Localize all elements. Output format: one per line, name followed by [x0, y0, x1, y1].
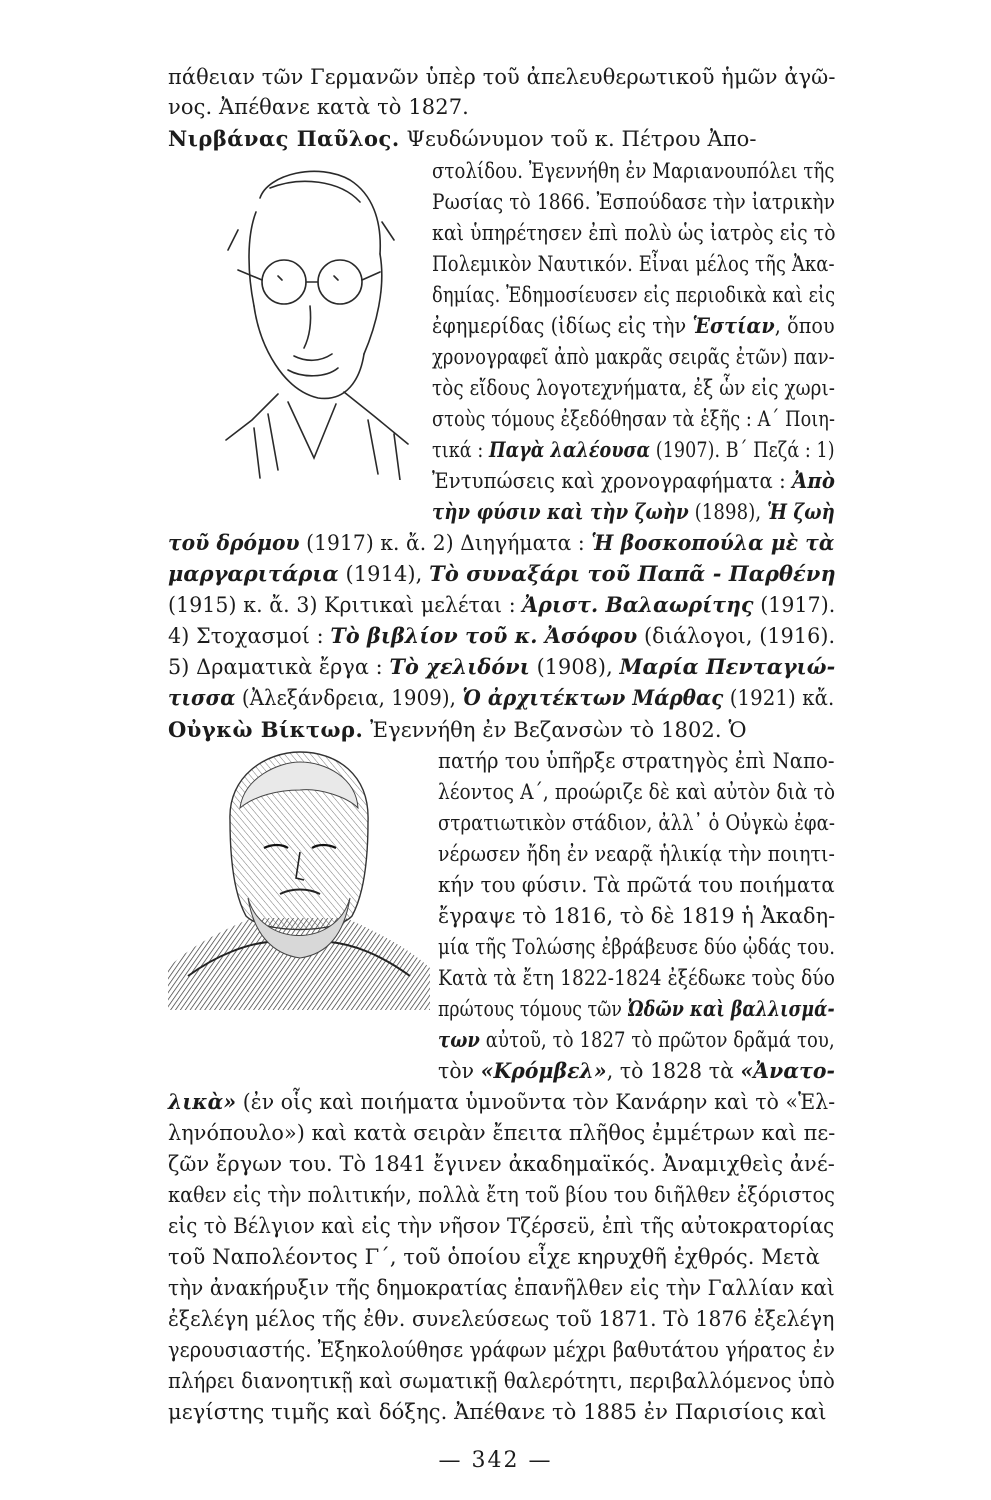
text-line: στρατιωτικὸν στάδιον, ἀλλ᾽ ὁ Οὐγκὼ ἐφα-	[438, 811, 836, 835]
text-line: εἰς τὸ Βέλγιον καὶ εἰς τὴν νῆσον Τζέρσεϋ, ἐπὶ τῆς αὐτοκρατορίας	[168, 1214, 835, 1238]
entry-text: (1914),	[345, 562, 423, 586]
entry-text: (ἐν οἷς καὶ ποιήματα ὑμνοῦντα τὸν Κανάρην καὶ τὸ «Ἑλ-	[242, 1090, 836, 1114]
entry-text: 4) Στοχασμοί :	[168, 624, 324, 648]
work-title: Ἑστίαν	[692, 313, 775, 338]
work-title: Ὠδῶν καὶ βαλλισμά-	[627, 996, 835, 1021]
entry-text: πρώτους τόμους τῶν	[438, 997, 622, 1021]
entry-text: (1908),	[536, 655, 613, 679]
entry-text: (1921) κἄ.	[729, 686, 835, 710]
text-line: τὴν ἀνακήρυξιν τῆς δημοκρατίας ἐπανῆλθεν εἰς τὴν Γαλλίαν καὶ	[168, 1276, 835, 1300]
text-line	[432, 497, 835, 528]
text-line: καθεν εἰς τὴν πολιτικήν, πολλὰ ἔτη τοῦ βίου του διῆλθεν ἐξόριστος	[168, 1183, 835, 1207]
text-line: στολίδου. Ἐγεννήθη ἐν Μαριανουπόλει τῆς	[432, 159, 835, 183]
text-line: Ρωσίας τὸ 1866. Ἐσπούδασε τὴν ἰατρικὴν	[432, 190, 836, 214]
text-line: λέοντος Α΄, προώριζε δὲ καὶ αὐτὸν διὰ τὸ	[438, 780, 836, 804]
portrait-engraving-hugo	[168, 748, 430, 1010]
text-line: χρονογραφεῖ ἀπὸ μακρᾶς σειρᾶς ἐτῶν) παν-	[432, 345, 835, 369]
work-title: Ἀριστ. Βαλαωρίτης	[522, 592, 754, 617]
entry-text: (1898),	[694, 500, 762, 524]
text-line	[168, 590, 835, 621]
text-line: νος. Ἀπέθανε κατὰ τὸ 1827.	[168, 95, 469, 119]
entry-text: Ψευδώνυμον τοῦ κ. Πέτρου Ἀπο-	[406, 127, 757, 151]
text-line: Πολεμικὸν Ναυτικόν. Εἶναι μέλος τῆς Ἀκα-	[432, 252, 835, 276]
entry-text: Ἐντυπώσεις καὶ χρονογραφήματα :	[432, 469, 786, 493]
entry-text: (διάλογοι, (1916).	[644, 624, 836, 648]
work-title: Ὁ ἀρχιτέκτων Μάρθας	[462, 685, 724, 710]
work-title: Τὸ συναξάρι τοῦ Παπᾶ - Παρθένη	[429, 561, 836, 586]
text-line	[438, 1056, 835, 1087]
entry-text: (1907). Β΄ Πεζά : 1)	[655, 438, 835, 462]
entry-text: , τὸ 1828 τὰ	[606, 1059, 734, 1083]
text-line: Κατὰ τὰ ἔτη 1822-1824 ἐξέδωκε τοὺς δύο	[438, 966, 836, 990]
portrait-sketch-nirvanas	[168, 158, 430, 480]
entry-text: (Ἀλεξάνδρεια, 1909),	[241, 686, 457, 710]
text-line: κήν του φύσιν. Τὰ πρῶτά του ποιήματα	[438, 873, 835, 897]
work-title: τοῦ δρόμου	[168, 530, 300, 555]
work-title: Μαρία Πενταγιώ-	[619, 654, 836, 679]
text-line	[438, 1025, 835, 1056]
work-title: λικὰ»	[168, 1089, 237, 1114]
entry-text: Ἐγεννήθη ἐν Βεζανσὼν τὸ 1802. Ὁ	[370, 718, 747, 742]
entry-text: τικά :	[432, 438, 484, 462]
text-line	[168, 652, 835, 683]
entry-text: (1917).	[760, 593, 836, 617]
work-title: «Κρόμβελ»	[480, 1058, 607, 1083]
entry-text: ἐφημερίδας (ἰδίως εἰς τὴν	[432, 314, 687, 338]
text-line: πατήρ του ὑπῆρξε στρατηγὸς ἐπὶ Ναπο-	[438, 749, 835, 773]
text-line	[432, 311, 835, 342]
text-line	[438, 994, 835, 1025]
entry-text: (1917) κ. ἄ. 2) Διηγήματα :	[306, 531, 585, 555]
text-line: ἐξελέγη μέλος τῆς ἐθν. συνελεύσεως τοῦ 1871. Τὸ 1876 ἐξελέγη	[168, 1307, 835, 1331]
work-title: Τὸ χελιδόνι	[389, 654, 530, 679]
page-number: — 342 —	[438, 1448, 553, 1473]
work-title: μαργαριτάρια	[168, 561, 339, 586]
text-line: μία τῆς Τολώσης ἐβράβευσε δύο ᾠδάς του.	[438, 935, 836, 959]
text-line	[432, 435, 835, 466]
text-line: νέρωσεν ἤδη ἐν νεαρᾷ ἡλικίᾳ τὴν ποιητι-	[438, 842, 836, 866]
work-title: Ἡ βοσκοπούλα μὲ τὰ	[591, 530, 835, 555]
text-line: γερουσιαστής. Ἐξηκολούθησε γράφων μέχρι βαθυτάτου γήρατος ἐν	[168, 1338, 835, 1362]
text-line: τὸς εἴδους λογοτεχνήματα, ἐξ ὧν εἰς χωρι-	[432, 376, 836, 400]
text-line: τοῦ Ναπολέοντος Γ΄, τοῦ ὁποίου εἶχε κηρυχθῆ ἐχθρός. Μετὰ	[168, 1245, 820, 1269]
entry-text: αὐτοῦ, τὸ 1827 τὸ πρῶτον δρᾶμά του,	[485, 1028, 835, 1052]
work-title: «Ἀνατο-	[740, 1058, 836, 1083]
text-line: πάθειαν τῶν Γερμανῶν ὑπὲρ τοῦ ἀπελευθερωτικοῦ ἡμῶν ἀγῶ-	[168, 65, 836, 89]
entry-text: τὸν	[438, 1059, 475, 1083]
work-title: Παγὰ λαλέουσα	[488, 437, 651, 462]
entry-first-line	[168, 715, 747, 746]
entry-text: (1915) κ. ἄ. 3) Κριτικαὶ μελέται :	[168, 593, 516, 617]
work-title: Ἀπὸ	[792, 468, 835, 493]
entry-headword: Οὐγκὼ Βίκτωρ.	[168, 717, 364, 742]
text-line: μεγίστης τιμῆς καὶ δόξης. Ἀπέθανε τὸ 1885 ἐν Παρισίοις καὶ	[168, 1400, 827, 1424]
entry-text: 5) Δραματικὰ ἔργα :	[168, 655, 383, 679]
text-line: στοὺς τόμους ἐξεδόθησαν τὰ ἑξῆς : Α΄ Ποιη-	[432, 407, 836, 431]
text-line: ζῶν ἔργων του. Τὸ 1841 ἔγινεν ἀκαδημαϊκός. Ἀναμιχθεὶς ἀνέ-	[168, 1152, 835, 1176]
work-title: τὴν φύσιν καὶ τὴν ζωὴν	[432, 499, 689, 524]
text-line	[168, 621, 835, 652]
text-line: ἔγραψε τὸ 1816, τὸ δὲ 1819 ἡ Ἀκαδη-	[438, 904, 836, 928]
text-line: ληνόπουλο») καὶ κατὰ σειρὰν ἔπειτα πλῆθος ἐμμέτρων καὶ πε-	[168, 1121, 836, 1145]
entry-first-line	[168, 124, 757, 155]
text-line: καὶ ὑπηρέτησεν ἐπὶ πολὺ ὡς ἰατρὸς εἰς τὸ	[432, 221, 836, 245]
entry-headword: Νιρβάνας Παῦλος.	[168, 126, 400, 151]
text-line	[168, 683, 834, 714]
entry-text: , ὅπου	[774, 314, 835, 338]
text-line	[432, 466, 835, 497]
text-line: δημίας. Ἐδημοσίευσεν εἰς περιοδικὰ καὶ εἰς	[432, 283, 836, 307]
work-title: των	[438, 1027, 480, 1052]
work-title: τισσα	[168, 685, 236, 710]
text-line	[168, 1087, 835, 1118]
text-line	[168, 559, 836, 590]
work-title: Ἡ ζωὴ	[767, 499, 835, 524]
text-line: πλήρει διανοητικῇ καὶ σωματικῇ θαλερότητι, περιβαλλόμενος ὑπὸ	[168, 1369, 835, 1393]
work-title: Τὸ βιβλίον τοῦ κ. Ἀσόφου	[330, 623, 638, 648]
text-line	[168, 528, 835, 559]
